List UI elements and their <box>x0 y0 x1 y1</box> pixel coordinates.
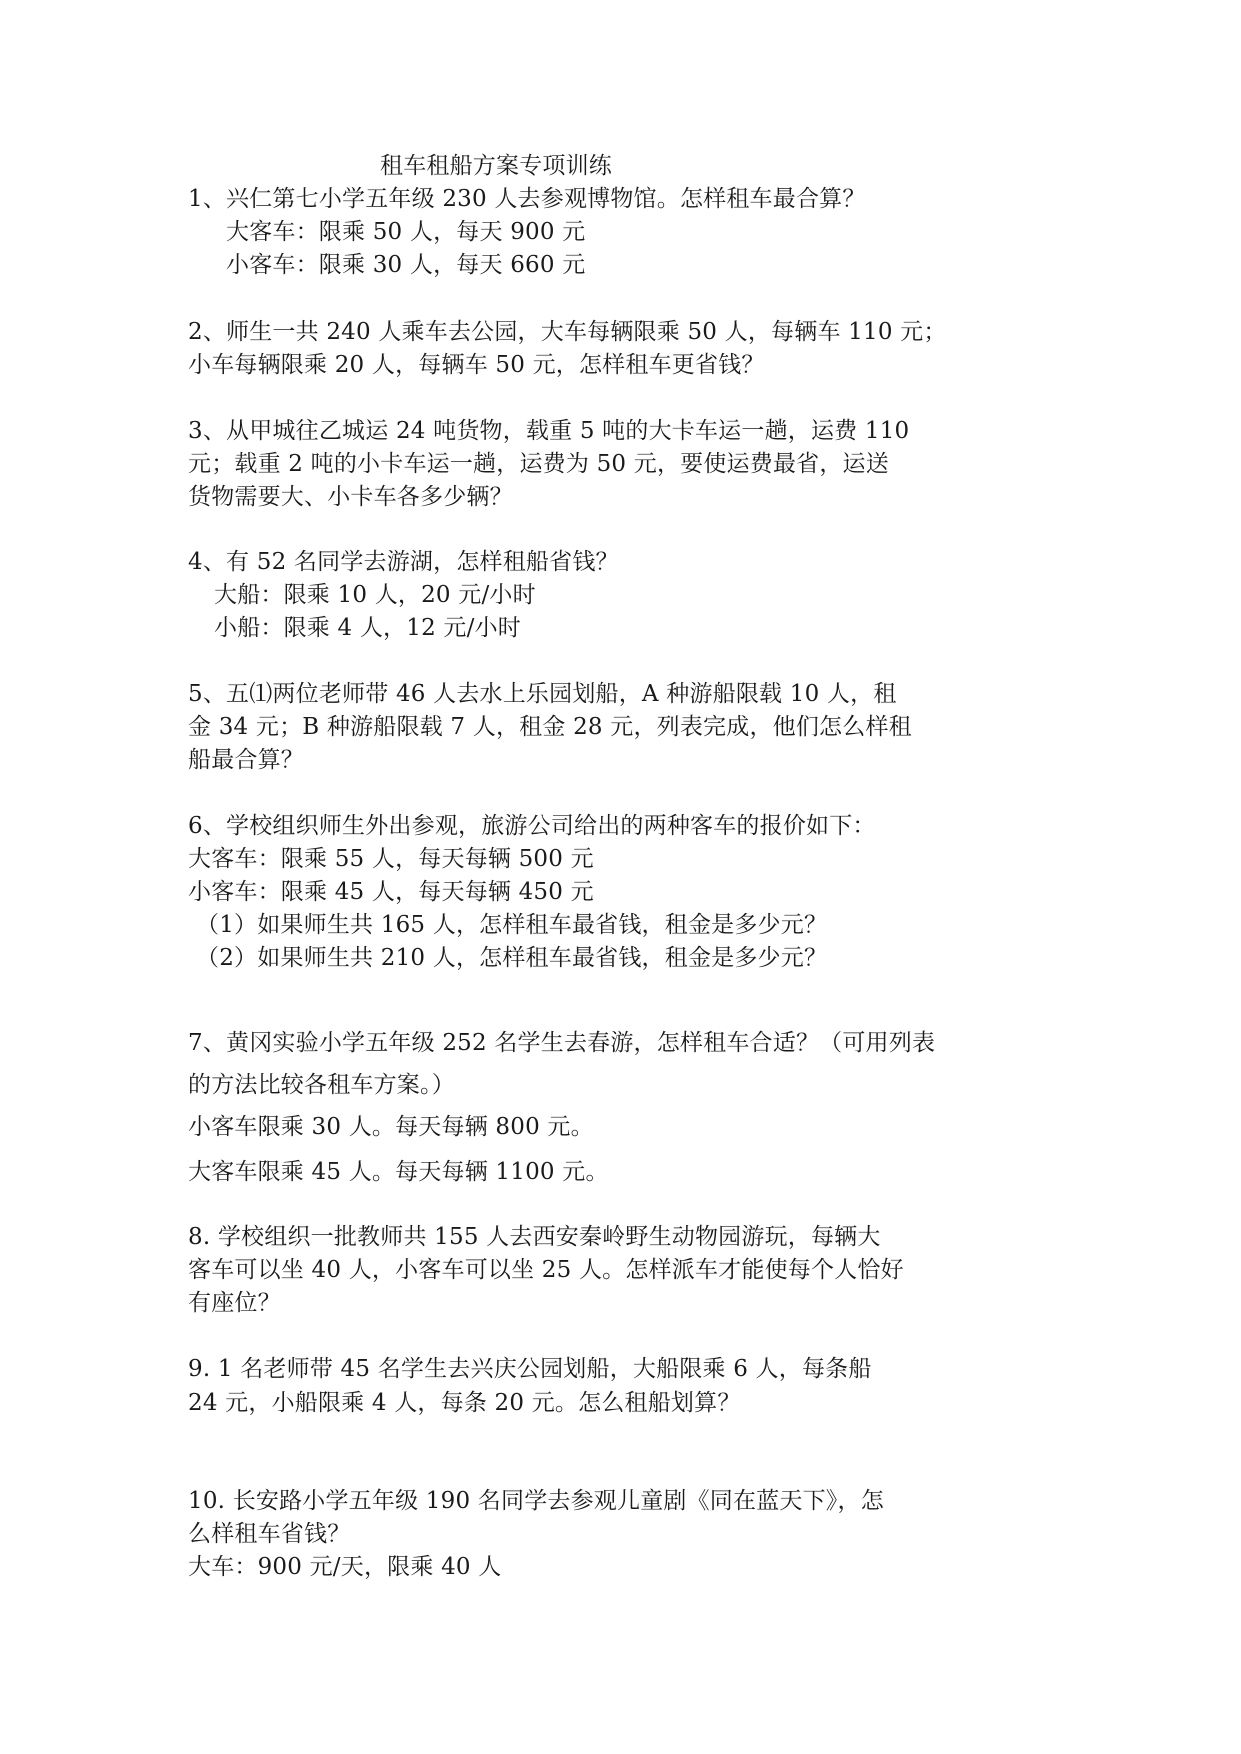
question-4-line-1: 4、有 52 名同学去游湖，怎样租船省钱？ <box>188 549 619 575</box>
question-3-line-3: 货物需要大、小卡车各多少辆？ <box>188 484 513 510</box>
question-6-line-3: 小客车：限乘 45 人，每天每辆 450 元 <box>188 879 594 905</box>
question-8-line-2: 客车可以坐 40 人，小客车可以坐 25 人。怎样派车才能使每个人恰好 <box>188 1257 904 1283</box>
question-5-line-2: 金 34 元；B 种游船限载 7 人，租金 28 元，列表完成，他们怎么样租 <box>188 714 912 740</box>
question-1-line-2: 大客车：限乘 50 人，每天 900 元 <box>226 219 586 245</box>
question-6-line-5: （2）如果师生共 210 人，怎样租车最省钱，租金是多少元？ <box>196 945 828 971</box>
question-7-line-4: 大客车限乘 45 人。每天每辆 1100 元。 <box>188 1159 609 1185</box>
question-10-line-2: 么样租车省钱？ <box>188 1521 351 1547</box>
question-2-line-2: 小车每辆限乘 20 人，每辆车 50 元，怎样租车更省钱？ <box>188 352 765 378</box>
question-4-line-3: 小船：限乘 4 人，12 元/小时 <box>214 615 521 641</box>
question-6-line-2: 大客车：限乘 55 人，每天每辆 500 元 <box>188 846 594 872</box>
question-4-line-2: 大船：限乘 10 人，20 元/小时 <box>214 582 536 608</box>
question-5-line-1: 5、五⑴两位老师带 46 人去水上乐园划船，A 种游船限载 10 人，租 <box>188 681 897 707</box>
page-title: 租车租船方案专项训练 <box>380 153 612 179</box>
question-2-line-1: 2、师生一共 240 人乘车去公园，大车每辆限乘 50 人，每辆车 110 元； <box>188 319 947 345</box>
question-3-line-2: 元；载重 2 吨的小卡车运一趟，运费为 50 元，要使运费最省，运送 <box>188 451 889 477</box>
question-3-line-1: 3、从甲城往乙城运 24 吨货物，载重 5 吨的大卡车运一趟，运费 110 <box>188 418 910 444</box>
question-9-line-2: 24 元，小船限乘 4 人，每条 20 元。怎么租船划算？ <box>188 1390 741 1416</box>
question-6-line-4: （1）如果师生共 165 人，怎样租车最省钱，租金是多少元？ <box>196 912 828 938</box>
question-10-line-1: 10. 长安路小学五年级 190 名同学去参观儿童剧《同在蓝天下》，怎 <box>188 1488 884 1514</box>
question-10-line-3: 大车：900 元/天，限乘 40 人 <box>188 1554 502 1580</box>
question-5-line-3: 船最合算？ <box>188 747 304 773</box>
question-6-line-1: 6、学校组织师生外出参观，旅游公司给出的两种客车的报价如下： <box>188 813 876 839</box>
question-7-line-3: 小客车限乘 30 人。每天每辆 800 元。 <box>188 1114 594 1140</box>
question-9-line-1: 9. 1 名老师带 45 名学生去兴庆公园划船，大船限乘 6 人，每条船 <box>188 1356 872 1382</box>
question-1-line-3: 小客车：限乘 30 人，每天 660 元 <box>226 252 586 278</box>
question-1-line-1: 1、兴仁第七小学五年级 230 人去参观博物馆。怎样租车最合算？ <box>188 186 866 212</box>
question-8-line-1: 8. 学校组织一批教师共 155 人去西安秦岭野生动物园游玩，每辆大 <box>188 1224 881 1250</box>
question-7-line-2: 的方法比较各租车方案。） <box>188 1072 455 1098</box>
question-8-line-3: 有座位？ <box>188 1290 281 1316</box>
question-7-line-1: 7、黄冈实验小学五年级 252 名学生去春游，怎样租车合适？（可用列表 <box>188 1030 936 1056</box>
